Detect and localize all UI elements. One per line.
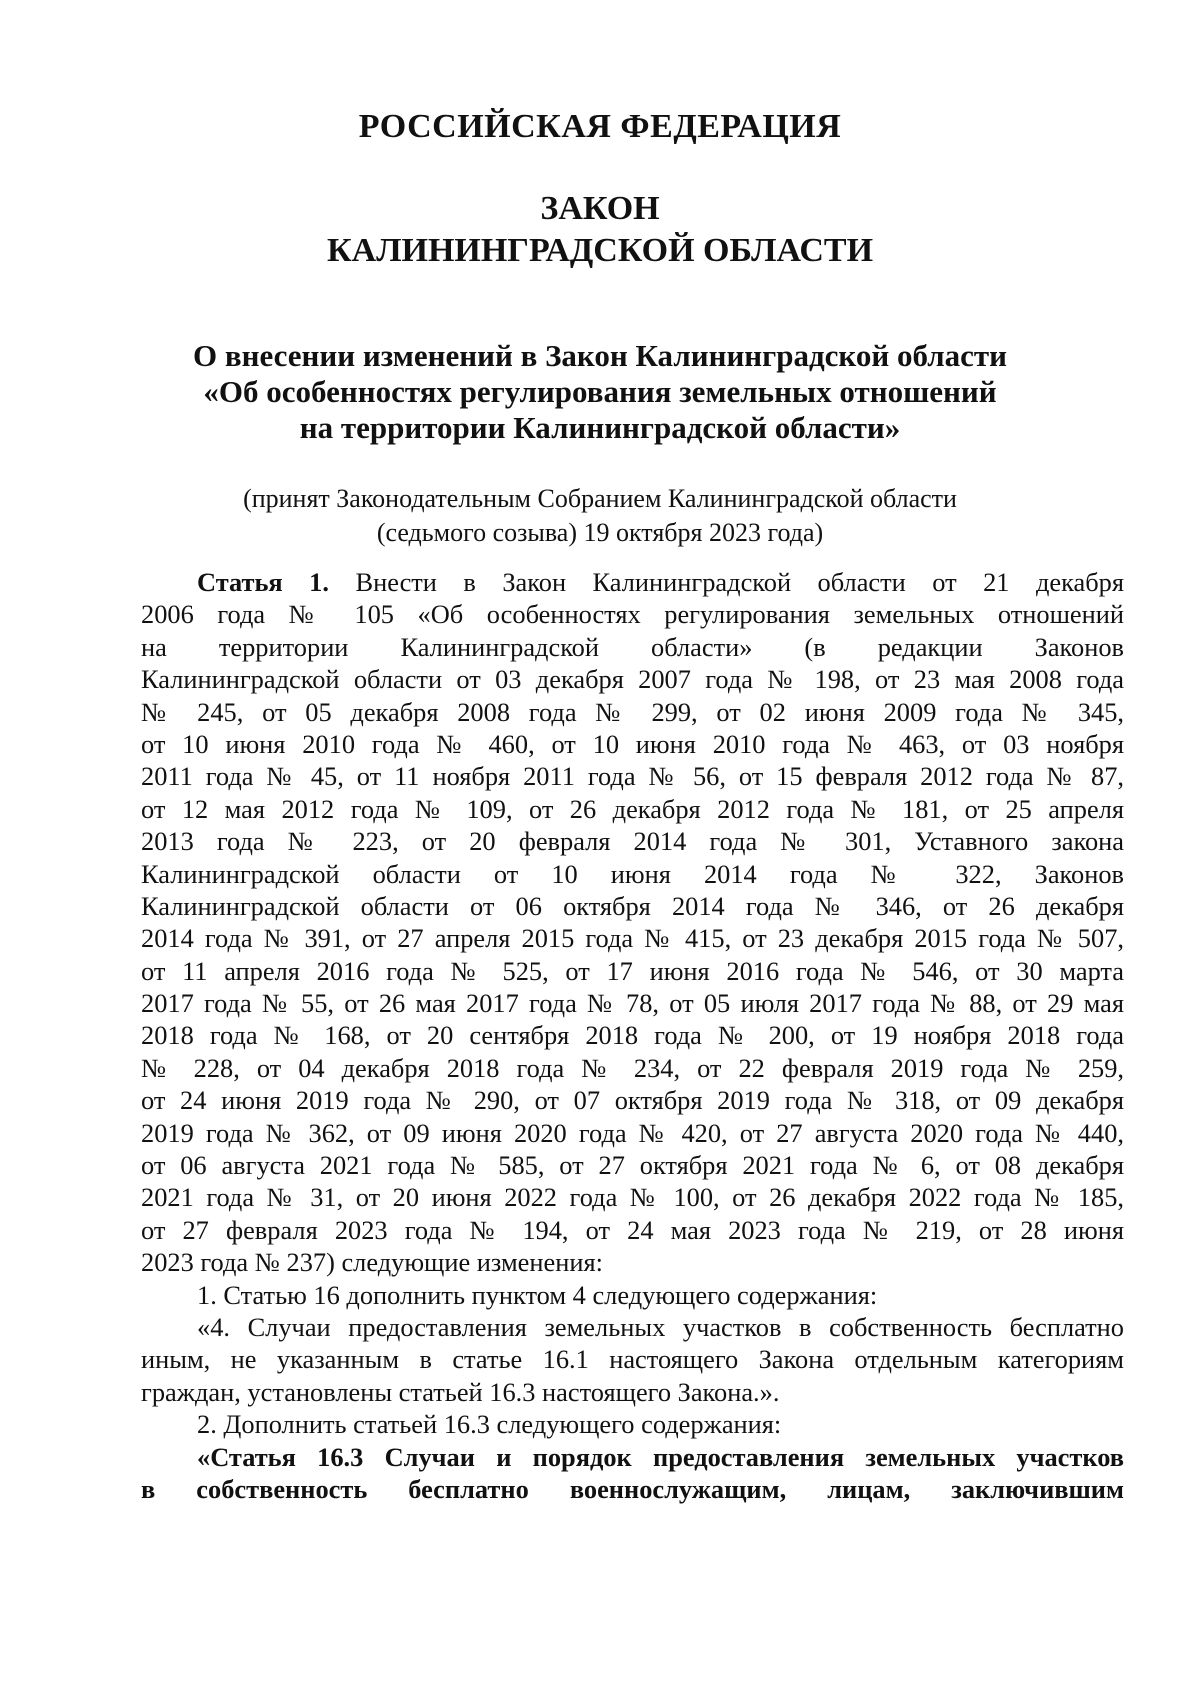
- article-1-line: от 12 мая 2012 года № 109, от 26 декабря 2012 года № 181, от 25 апреля: [141, 793, 1124, 824]
- article-1-line: 2019 года № 362, от 09 июня 2020 года № 420, от 27 августа 2020 года № 440,: [141, 1117, 1124, 1148]
- article-16-3-title-line: «Статья 16.3 Случаи и порядок предоставления земельных участков: [197, 1441, 1124, 1472]
- adoption-note-line: (седьмого созыва) 19 октября 2023 года): [376, 518, 824, 547]
- adoption-note: [0, 482, 1200, 550]
- law-title-line: О внесении изменений в Закон Калининградской области: [193, 338, 1007, 373]
- article-1-line: от 11 апреля 2016 года № 525, от 17 июня 2016 года № 546, от 30 марта: [141, 955, 1124, 986]
- law-type-line: КАЛИНИНГРАДСКОЙ ОБЛАСТИ: [326, 232, 874, 269]
- article-1-line: 2014 года № 391, от 27 апреля 2015 года № 415, от 23 декабря 2015 года № 507,: [141, 923, 1124, 954]
- article-1-line: от 27 февраля 2023 года № 194, от 24 мая 2023 года № 219, от 28 июня: [141, 1214, 1124, 1245]
- article-1-line: 2011 года № 45, от 11 ноября 2011 года № 56, от 15 февраля 2012 года № 87,: [141, 761, 1124, 792]
- article-1-line: 2018 года № 168, от 20 сентября 2018 года № 200, от 19 ноября 2018 года: [141, 1020, 1124, 1051]
- article-1-line: 2006 года № 105 «Об особенностях регулирования земельных отношений: [141, 599, 1124, 630]
- article-1-line: Калининградской области от 03 декабря 2007 года № 198, от 23 мая 2008 года: [141, 664, 1124, 695]
- item-2-heading: 2. Дополнить статьей 16.3 следующего содержания:: [197, 1409, 782, 1440]
- article-1-line: от 10 июня 2010 года № 460, от 10 июня 2010 года № 463, от 03 ноября: [141, 728, 1124, 759]
- adoption-note-line: (принят Законодательным Собранием Калининградской области: [243, 484, 957, 513]
- article-1-line: № 245, от 05 декабря 2008 года № 299, от 02 июня 2009 года № 345,: [141, 696, 1124, 727]
- country-heading: РОССИЙСКАЯ ФЕДЕРАЦИЯ: [358, 108, 842, 145]
- law-title-line: на территории Калининградской области»: [299, 410, 901, 445]
- article-1-label: Статья 1.: [197, 567, 329, 597]
- article-1-first-line: [141, 566, 1124, 598]
- article-1-line: № 228, от 04 декабря 2018 года № 234, от 22 февраля 2019 года № 259,: [141, 1052, 1124, 1083]
- law-type-line: ЗАКОН: [540, 190, 660, 227]
- article-1-line: от 24 июня 2019 года № 290, от 07 октября 2019 года № 318, от 09 декабря: [141, 1085, 1124, 1116]
- article-1-line: от 06 августа 2021 года № 585, от 27 октября 2021 года № 6, от 08 декабря: [141, 1150, 1124, 1181]
- article-1-text: Внести в Закон Калининградской области от 21 декабря: [355, 567, 1124, 597]
- law-title-line: «Об особенностях регулирования земельных отношений: [203, 374, 997, 409]
- item-1-quote-line: иным, не указанным в статье 16.1 настоящего Закона отдельным категориям: [141, 1344, 1124, 1375]
- item-1-quote-line: граждан, установлены статьей 16.3 настоящего Закона.».: [141, 1376, 780, 1407]
- article-1-line: 2013 года № 223, от 20 февраля 2014 года № 301, Уставного закона: [141, 826, 1124, 857]
- article-1-body: [141, 566, 1124, 1505]
- article-1-line: Калининградской области от 06 октября 2014 года № 346, от 26 декабря: [141, 890, 1124, 921]
- law-type-heading: [0, 188, 1200, 272]
- article-16-3-title-line: в собственность бесплатно военнослужащим, лицам, заключившим: [141, 1473, 1124, 1504]
- article-1-line: 2017 года № 55, от 26 мая 2017 года № 78, от 05 июля 2017 года № 88, от 29 мая: [141, 988, 1124, 1019]
- law-title: [0, 338, 1200, 446]
- item-1-quote-line: «4. Случаи предоставления земельных участков в собственность бесплатно: [197, 1311, 1124, 1342]
- item-1-heading: 1. Статью 16 дополнить пунктом 4 следующего содержания:: [197, 1279, 878, 1310]
- article-1-line: 2021 года № 31, от 20 июня 2022 года № 100, от 26 декабря 2022 года № 185,: [141, 1182, 1124, 1213]
- article-1-line: 2023 года № 237) следующие изменения:: [141, 1247, 603, 1278]
- article-1-line: Калининградской области от 10 июня 2014 года № 322, Законов: [141, 858, 1124, 889]
- article-1-line: на территории Калининградской области» (в редакции Законов: [141, 631, 1124, 662]
